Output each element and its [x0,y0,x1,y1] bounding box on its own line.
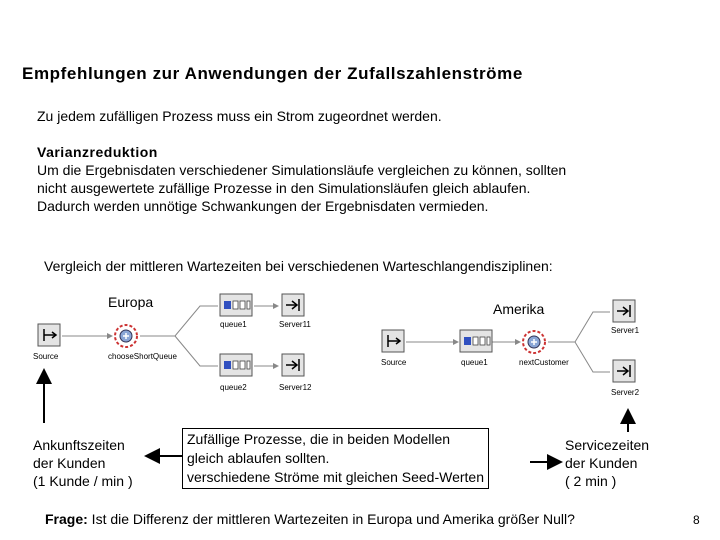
variance-line-2: nicht ausgewertete zufällige Prozesse in den Simulationsläufen gleich ablaufen. [37,180,531,196]
europe-source-label: Source [33,352,59,361]
europe-queue1-label: queue1 [220,320,247,329]
service-annotation [565,436,649,490]
service-line-2: der Kunden [565,455,638,471]
america-chooser-label: nextCustomer [519,358,569,367]
america-source-label: Source [381,358,407,367]
europe-model [38,294,304,376]
europe-chooser-block [115,325,137,347]
america-chooser-block [523,331,545,353]
random-line-1: Zufällige Prozesse, die in beiden Modellen [187,431,451,447]
arrival-line-2: der Kunden [33,455,106,471]
service-line-3: ( 2 min ) [565,473,617,489]
service-line-1: Servicezeiten [565,437,650,453]
variance-line-1: Um die Ergebnisdaten verschiedener Simulationsläufe vergleichen zu können, sollten [37,162,567,178]
random-line-3: verschiedene Ströme mit gleichen Seed-Werten [187,469,485,485]
america-server1-label: Server1 [611,326,640,335]
europe-label: Europa [108,294,154,310]
europe-server2-block [282,354,304,376]
america-source-block [382,330,404,352]
europe-server2-label: Server12 [279,383,312,392]
europe-queue1-block [220,294,252,316]
europe-server1-label: Server11 [279,320,311,329]
comparison-text: Vergleich der mittleren Wartezeiten bei verschiedenen Warteschlangendisziplinen: [44,258,553,274]
page-title: Empfehlungen zur Anwendungen der Zufallszahlenströme [22,64,523,83]
arrival-line-1: Ankunftszeiten [33,437,125,453]
america-server2-block [613,360,635,382]
variance-line-3: Dadurch werden unnötige Schwankungen der Ergebnisdaten vermieden. [37,198,489,214]
america-server1-block [613,300,635,322]
america-server2-label: Server2 [611,388,640,397]
europe-queue2-block [220,354,252,376]
intro-text: Zu jedem zufälligen Prozess muss ein Strom zugeordnet werden. [37,108,442,124]
america-label: Amerika [493,301,545,317]
question-line [45,510,575,528]
america-queue-label: queue1 [461,358,488,367]
arrival-annotation [33,436,133,490]
random-process-box [182,428,489,489]
question-text: Ist die Differenz der mittleren Wartezeiten in Europa und Amerika größer Null? [87,511,575,527]
europe-queue2-label: queue2 [220,383,247,392]
random-line-2: gleich ablaufen sollten. [187,450,330,466]
america-queue-block [460,330,492,352]
europe-chooser-label: chooseShortQueue [108,352,177,361]
europe-source-block [38,324,60,346]
variance-heading: Varianzreduktion [37,144,158,160]
question-label: Frage: [45,511,88,527]
page-number: 8 [693,513,700,527]
europe-server1-block [282,294,304,316]
arrival-line-3: (1 Kunde / min ) [33,473,133,489]
